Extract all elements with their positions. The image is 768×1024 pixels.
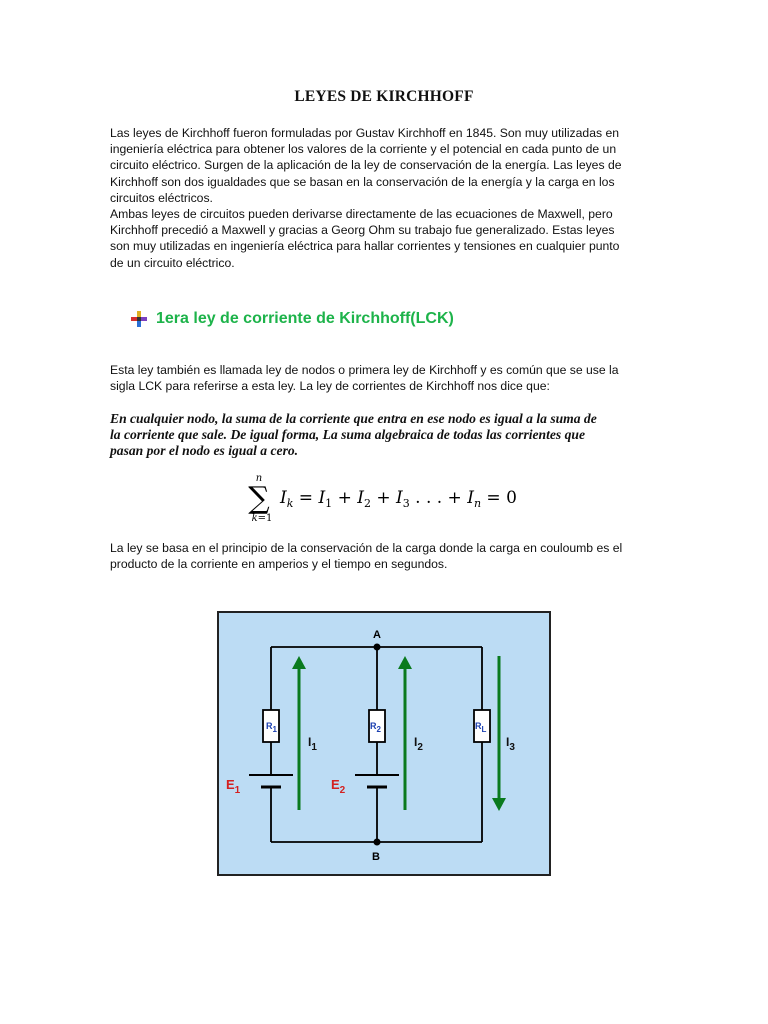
closing-line: producto de la corriente en amperios y el tiempo en segundos. xyxy=(110,557,448,572)
e2-label: $E_2$ xyxy=(331,777,346,796)
section-line: sigla LCK para referirse a esta ley. La ley de corrientes de Kirchhoff nos dice que: xyxy=(110,379,550,394)
kcl-formula xyxy=(248,472,528,528)
intro-line: son muy utilizadas en ingeniería eléctrica para hallar corrientes y tensiones en cualquier punto xyxy=(110,239,620,254)
intro-line: circuitos eléctricos. xyxy=(110,190,213,205)
intro-line: Ambas leyes de circuitos pueden derivarse directamente de las ecuaciones de Maxwell, pero xyxy=(110,207,613,222)
sigma-symbol: ∑ xyxy=(248,481,270,516)
formula-expression: $I_k = I_1 + I_2 + I_3$ . . . + $I_n = 0$ xyxy=(280,488,517,510)
node-a-dot xyxy=(374,644,381,651)
closing-line: La ley se basa en el principio de la conservación de la carga donde la carga en couloumb es el xyxy=(110,541,623,555)
r2-label: R2 xyxy=(370,721,381,734)
intro-line: circuito eléctrico. Surgen de la aplicación de la ley de conservación de la energía. Las leyes de xyxy=(110,158,622,173)
law-line: En cualquier nodo, la suma de la corriente que entra en ese nodo es igual a la suma de xyxy=(110,411,597,426)
e1-label: $E_1$ xyxy=(226,777,241,796)
intro-line: Kirchhoff precedió a Maxwell y gracias a Georg Ohm su trabajo fue generalizado. Estas leyes xyxy=(110,223,615,238)
node-b-dot xyxy=(374,839,381,846)
i2-label: $I_2$ xyxy=(414,735,423,753)
intro-paragraph xyxy=(110,125,655,271)
colored-plus-bullet-icon xyxy=(130,310,148,328)
i3-label: $I_3$ xyxy=(506,735,515,753)
law-line: la corriente que sale. De igual forma, La suma algebraica de todas las corrientes que xyxy=(110,427,586,443)
section-heading xyxy=(130,310,454,328)
node-a-label: A xyxy=(373,629,381,641)
closing-paragraph xyxy=(110,540,655,572)
sum-upper-limit: n xyxy=(255,473,263,484)
section-line: Esta ley también es llamada ley de nodos o primera ley de Kirchhoff y es común que se use la xyxy=(110,363,619,377)
section-paragraph xyxy=(110,362,655,394)
section-heading-text: 1era ley de corriente de Kirchhoff(LCK) xyxy=(156,310,454,327)
node-b-label: B xyxy=(372,851,380,863)
r1-label: R1 xyxy=(266,721,277,734)
document-title: LEYES DE KIRCHHOFF xyxy=(294,88,474,105)
intro-line: de un circuito eléctrico. xyxy=(110,255,235,270)
intro-line: ingeniería eléctrica para obtener los valores de la corriente y el potencial en cada punto de un xyxy=(110,142,617,157)
intro-line: Kirchhoff son dos igualdades que se basan en la conservación de la energía y la carga en los xyxy=(110,174,615,189)
i1-label: $I_1$ xyxy=(308,735,317,753)
law-statement xyxy=(110,411,658,460)
law-line: pasan por el nodo es igual a cero. xyxy=(110,443,299,459)
sum-lower-limit: k=1 xyxy=(251,513,273,524)
circuit-diagram xyxy=(217,611,551,876)
rl-label: RL xyxy=(475,721,487,734)
intro-line: Las leyes de Kirchhoff fueron formuladas por Gustav Kirchhoff en 1845. Son muy utilizadas en xyxy=(110,126,620,140)
